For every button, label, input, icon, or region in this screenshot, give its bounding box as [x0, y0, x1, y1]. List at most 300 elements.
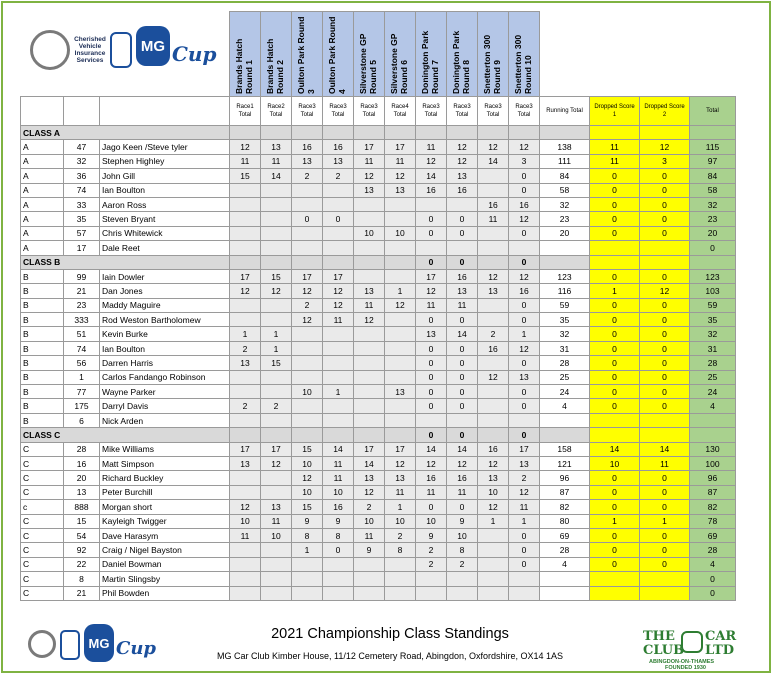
score-cell — [292, 183, 323, 197]
driver-name-cell: Carlos Fandango Robinson — [100, 370, 230, 384]
score-cell: 11 — [416, 298, 447, 312]
score-cell: 12 — [416, 284, 447, 298]
score-cell: 12 — [261, 456, 292, 470]
score-cell — [230, 543, 261, 557]
dropped-score-cell: 0 — [590, 327, 640, 341]
score-cell — [478, 226, 509, 240]
score-cell: 1 — [261, 327, 292, 341]
score-cell — [292, 226, 323, 240]
class-title: CLASS A — [21, 126, 230, 140]
score-cell: 2 — [385, 528, 416, 542]
mg-crest-icon — [110, 32, 132, 68]
score-cell: 12 — [354, 169, 385, 183]
score-cell — [354, 413, 385, 427]
driver-row — [21, 528, 736, 542]
score-cell — [230, 370, 261, 384]
standings-table — [20, 11, 736, 601]
running-total-cell: 84 — [540, 169, 590, 183]
cup-wordmark: Cup — [172, 42, 217, 66]
score-cell — [230, 212, 261, 226]
total-cell: 58 — [690, 183, 736, 197]
class-summary-cell — [292, 126, 323, 140]
total-cell: 32 — [690, 197, 736, 211]
score-cell: 13 — [385, 471, 416, 485]
dropped-score-cell: 0 — [590, 183, 640, 197]
running-total-cell: 20 — [540, 226, 590, 240]
score-cell: 2 — [261, 399, 292, 413]
score-cell: 2 — [478, 327, 509, 341]
total-cell: 23 — [690, 212, 736, 226]
car-club-logo: THE CAR CLUB LTD ABINGDON-ON-THAMES FOUNDED 1930 — [643, 629, 737, 671]
driver-name-cell: Kevin Burke — [100, 327, 230, 341]
score-cell — [416, 241, 447, 255]
score-cell — [261, 298, 292, 312]
score-cell: 13 — [354, 471, 385, 485]
total-cell: 87 — [690, 485, 736, 499]
score-cell: 0 — [509, 385, 540, 399]
class-summary-cell — [261, 255, 292, 269]
total-cell: 31 — [690, 341, 736, 355]
running-total-cell: 28 — [540, 356, 590, 370]
total-cell — [690, 413, 736, 427]
score-cell — [230, 572, 261, 586]
score-cell — [261, 485, 292, 499]
score-cell — [478, 183, 509, 197]
class-cell: A — [21, 197, 64, 211]
running-total-cell: 116 — [540, 284, 590, 298]
score-cell: 11 — [509, 500, 540, 514]
score-cell — [354, 586, 385, 600]
score-cell: 13 — [478, 284, 509, 298]
running-total-cell: 25 — [540, 370, 590, 384]
score-cell: 12 — [447, 456, 478, 470]
score-cell: 12 — [230, 500, 261, 514]
dropped-score-cell: 0 — [590, 543, 640, 557]
round-header — [354, 12, 385, 97]
score-cell: 16 — [509, 284, 540, 298]
score-cell — [230, 485, 261, 499]
score-cell: 11 — [385, 154, 416, 168]
score-cell — [261, 385, 292, 399]
footer-title: 2021 Championship Class Standings — [271, 626, 509, 642]
blank-header-cell — [640, 12, 690, 97]
round-label: Silverstone GP Round 6 — [389, 33, 409, 94]
dropped-score-cell: 0 — [590, 557, 640, 571]
score-cell: 13 — [478, 471, 509, 485]
score-cell — [230, 313, 261, 327]
score-cell: 12 — [509, 485, 540, 499]
driver-row — [21, 485, 736, 499]
score-cell — [509, 241, 540, 255]
dropped-score-cell: 12 — [640, 284, 690, 298]
dropped-score-cell: 0 — [590, 471, 640, 485]
score-cell: 12 — [478, 500, 509, 514]
score-cell — [292, 241, 323, 255]
driver-name-cell: Dave Harasym — [100, 528, 230, 542]
score-cell: 11 — [416, 485, 447, 499]
score-cell — [478, 241, 509, 255]
car-number-cell: 6 — [64, 413, 100, 427]
driver-row — [21, 212, 736, 226]
dropped-score-cell: 0 — [590, 313, 640, 327]
dropped-score-cell — [640, 586, 690, 600]
score-cell: 12 — [509, 341, 540, 355]
score-cell: 12 — [416, 456, 447, 470]
class-cell: C — [21, 456, 64, 470]
running-total-cell — [540, 241, 590, 255]
dropped-score-cell: 0 — [640, 557, 690, 571]
car-number-cell: 74 — [64, 341, 100, 355]
score-cell: 1 — [478, 514, 509, 528]
driver-name-cell: Iain Dowler — [100, 269, 230, 283]
dropped-score-cell: 12 — [640, 140, 690, 154]
score-cell: 12 — [447, 140, 478, 154]
score-cell: 10 — [230, 514, 261, 528]
score-cell — [416, 413, 447, 427]
score-cell: 17 — [354, 140, 385, 154]
subheader-cell: Race1 Total — [230, 97, 261, 126]
score-cell — [261, 197, 292, 211]
dropped-score-cell: 0 — [640, 500, 690, 514]
score-cell — [354, 370, 385, 384]
dropped-score-cell: 14 — [590, 442, 640, 456]
score-cell — [323, 183, 354, 197]
running-total-cell: 87 — [540, 485, 590, 499]
subheader-cell: Race3 Total — [447, 97, 478, 126]
score-cell: 11 — [354, 528, 385, 542]
score-cell: 12 — [385, 456, 416, 470]
running-total-cell: 28 — [540, 543, 590, 557]
score-cell: 12 — [292, 284, 323, 298]
driver-name-cell: Daniel Bowman — [100, 557, 230, 571]
car-number-cell: 21 — [64, 586, 100, 600]
class-cell: B — [21, 341, 64, 355]
running-total-cell — [540, 413, 590, 427]
score-cell: 17 — [416, 269, 447, 283]
score-cell: 16 — [478, 341, 509, 355]
dropped-score-cell: 0 — [590, 341, 640, 355]
score-cell — [292, 370, 323, 384]
total-cell: 82 — [690, 500, 736, 514]
score-cell — [478, 385, 509, 399]
class-summary-cell — [640, 126, 690, 140]
score-cell: 1 — [385, 500, 416, 514]
class-summary-cell — [690, 126, 736, 140]
car-number-cell: 28 — [64, 442, 100, 456]
class-summary-cell — [478, 126, 509, 140]
score-cell — [323, 356, 354, 370]
car-number-cell: 21 — [64, 284, 100, 298]
driver-name-cell: Mike Williams — [100, 442, 230, 456]
score-cell — [230, 197, 261, 211]
driver-row — [21, 543, 736, 557]
score-cell — [447, 241, 478, 255]
round-header — [478, 12, 509, 97]
driver-row — [21, 557, 736, 571]
score-cell: 0 — [416, 385, 447, 399]
car-number-cell: 16 — [64, 456, 100, 470]
score-cell: 10 — [261, 528, 292, 542]
car-number-cell: 22 — [64, 557, 100, 571]
score-cell — [292, 572, 323, 586]
score-cell — [323, 226, 354, 240]
car-number-cell: 77 — [64, 385, 100, 399]
car-number-cell: 47 — [64, 140, 100, 154]
score-cell: 11 — [261, 154, 292, 168]
dropped-score-cell: 0 — [590, 298, 640, 312]
score-cell: 12 — [385, 298, 416, 312]
running-total-cell: 138 — [540, 140, 590, 154]
class-cell: C — [21, 586, 64, 600]
score-cell — [385, 413, 416, 427]
class-cell: C — [21, 572, 64, 586]
score-cell: 2 — [292, 169, 323, 183]
class-summary-cell — [230, 255, 261, 269]
score-cell — [292, 399, 323, 413]
running-total-cell — [540, 572, 590, 586]
score-cell: 0 — [447, 313, 478, 327]
driver-name-cell: Ian Boulton — [100, 341, 230, 355]
score-cell: 13 — [385, 385, 416, 399]
score-cell — [478, 572, 509, 586]
score-cell: 11 — [323, 471, 354, 485]
score-cell: 13 — [354, 284, 385, 298]
driver-row — [21, 500, 736, 514]
score-cell: 15 — [230, 169, 261, 183]
score-cell — [354, 212, 385, 226]
score-cell: 12 — [385, 169, 416, 183]
round-header — [261, 12, 292, 97]
score-cell: 11 — [230, 528, 261, 542]
score-cell — [230, 226, 261, 240]
score-cell: 8 — [385, 543, 416, 557]
class-summary-cell — [590, 126, 640, 140]
score-cell — [354, 197, 385, 211]
score-cell: 1 — [509, 327, 540, 341]
subheader-row — [21, 97, 736, 126]
running-total-cell: 123 — [540, 269, 590, 283]
score-cell — [292, 341, 323, 355]
class-summary-cell — [540, 428, 590, 442]
total-cell: 32 — [690, 327, 736, 341]
footer-mg-logo: MG — [84, 624, 114, 662]
score-cell: 12 — [230, 140, 261, 154]
total-cell: 103 — [690, 284, 736, 298]
score-cell: 10 — [354, 226, 385, 240]
dropped-score-cell: 0 — [640, 197, 690, 211]
score-cell — [230, 385, 261, 399]
driver-name-cell: Kayleigh Twigger — [100, 514, 230, 528]
score-cell: 13 — [261, 140, 292, 154]
score-cell: 17 — [385, 442, 416, 456]
score-cell: 2 — [416, 543, 447, 557]
dropped-score-cell: 14 — [640, 442, 690, 456]
class-title: CLASS C — [21, 428, 230, 442]
dropped-score-cell: 0 — [590, 226, 640, 240]
score-cell — [354, 241, 385, 255]
class-summary-cell: 0 — [509, 428, 540, 442]
running-total-cell: 31 — [540, 341, 590, 355]
score-cell — [261, 586, 292, 600]
class-cell: B — [21, 370, 64, 384]
score-cell — [354, 356, 385, 370]
class-summary-cell — [354, 126, 385, 140]
score-cell: 12 — [261, 284, 292, 298]
driver-name-cell: Morgan short — [100, 500, 230, 514]
round-header — [416, 12, 447, 97]
driver-row — [21, 370, 736, 384]
score-cell — [385, 586, 416, 600]
class-title: CLASS B — [21, 255, 230, 269]
score-cell: 13 — [447, 284, 478, 298]
round-label: Silverstone GP Round 5 — [358, 33, 378, 94]
driver-row — [21, 586, 736, 600]
driver-row — [21, 341, 736, 355]
footer-address: MG Car Club Kimber House, 11/12 Cemetery Road, Abingdon, Oxfordshire, OX14 1AS — [217, 651, 563, 661]
score-cell: 0 — [292, 212, 323, 226]
running-total-cell: 96 — [540, 471, 590, 485]
car-number-cell: 57 — [64, 226, 100, 240]
car-number-cell: 13 — [64, 485, 100, 499]
car-number-cell: 17 — [64, 241, 100, 255]
score-cell — [447, 586, 478, 600]
mg-logo: MG — [136, 26, 170, 66]
total-cell: 20 — [690, 226, 736, 240]
car-club-mg-icon — [681, 631, 703, 653]
score-cell: 2 — [230, 399, 261, 413]
blank-header-cell — [590, 12, 640, 97]
class-summary-cell — [323, 255, 354, 269]
score-cell: 16 — [416, 471, 447, 485]
class-cell: C — [21, 514, 64, 528]
running-total-cell: 111 — [540, 154, 590, 168]
score-cell: 12 — [292, 313, 323, 327]
score-cell: 1 — [385, 284, 416, 298]
dropped-score-cell: 0 — [640, 543, 690, 557]
dropped-score-cell: 1 — [590, 284, 640, 298]
score-cell — [385, 356, 416, 370]
driver-name-cell: Matt Simpson — [100, 456, 230, 470]
dropped-score-cell — [640, 572, 690, 586]
score-cell — [478, 413, 509, 427]
class-summary-cell — [640, 428, 690, 442]
score-cell: 16 — [323, 500, 354, 514]
driver-row — [21, 327, 736, 341]
score-cell: 3 — [509, 154, 540, 168]
driver-row — [21, 514, 736, 528]
running-total-cell: 32 — [540, 327, 590, 341]
class-cell: C — [21, 557, 64, 571]
score-cell: 13 — [385, 183, 416, 197]
score-cell: 11 — [416, 140, 447, 154]
car-number-cell: 888 — [64, 500, 100, 514]
driver-name-cell: Maddy Maguire — [100, 298, 230, 312]
footer-logos — [28, 620, 188, 670]
driver-row — [21, 269, 736, 283]
class-cell: B — [21, 284, 64, 298]
round-header — [509, 12, 540, 97]
score-cell — [354, 399, 385, 413]
dropped-score-cell: 0 — [590, 269, 640, 283]
blank-header-cell — [690, 12, 736, 97]
score-cell: 12 — [478, 370, 509, 384]
score-cell: 2 — [447, 557, 478, 571]
score-cell — [354, 572, 385, 586]
running-total-cell: 24 — [540, 385, 590, 399]
class-summary-cell — [640, 255, 690, 269]
score-cell — [323, 413, 354, 427]
score-cell: 16 — [447, 471, 478, 485]
score-cell — [230, 183, 261, 197]
driver-row — [21, 226, 736, 240]
driver-name-cell: Peter Burchill — [100, 485, 230, 499]
score-cell: 8 — [292, 528, 323, 542]
class-summary-cell — [230, 126, 261, 140]
score-cell: 16 — [478, 197, 509, 211]
round-label: Snetterton 300 Round 9 — [482, 34, 502, 94]
score-cell: 9 — [416, 528, 447, 542]
driver-name-cell: Chris Whitewick — [100, 226, 230, 240]
car-number-cell: 23 — [64, 298, 100, 312]
driver-name-cell: Jago Keen /Steve tyler — [100, 140, 230, 154]
total-cell: 0 — [690, 241, 736, 255]
subheader-cell: Race3 Total — [509, 97, 540, 126]
score-cell — [292, 413, 323, 427]
score-cell — [478, 399, 509, 413]
score-cell: 15 — [292, 500, 323, 514]
score-cell: 0 — [509, 399, 540, 413]
score-cell: 0 — [509, 543, 540, 557]
class-summary-cell — [261, 126, 292, 140]
car-number-cell: 35 — [64, 212, 100, 226]
dropped-score-cell: 0 — [590, 528, 640, 542]
dropped-score-cell: 0 — [640, 399, 690, 413]
score-cell — [478, 528, 509, 542]
score-cell: 16 — [323, 140, 354, 154]
insurer-name: Cherished Vehicle Insurance Services — [74, 36, 106, 64]
running-total-cell — [540, 586, 590, 600]
dropped-score-cell: 0 — [640, 471, 690, 485]
score-cell: 10 — [478, 485, 509, 499]
driver-row — [21, 471, 736, 485]
score-cell — [478, 169, 509, 183]
score-cell — [385, 370, 416, 384]
dropped-score-cell — [590, 586, 640, 600]
dropped-score-cell: 11 — [640, 456, 690, 470]
dropped-score-cell: 0 — [590, 370, 640, 384]
class-cell: B — [21, 356, 64, 370]
score-cell: 10 — [292, 485, 323, 499]
driver-name-cell: Dan Jones — [100, 284, 230, 298]
subheader-cell: Running Total — [540, 97, 590, 126]
score-cell: 14 — [323, 442, 354, 456]
score-cell: 0 — [509, 557, 540, 571]
class-summary-cell: 0 — [416, 428, 447, 442]
class-summary-cell: 0 — [509, 255, 540, 269]
running-total-cell: 35 — [540, 313, 590, 327]
class-cell: A — [21, 183, 64, 197]
score-cell: 12 — [447, 154, 478, 168]
score-cell: 0 — [416, 399, 447, 413]
driver-row — [21, 154, 736, 168]
score-cell — [261, 313, 292, 327]
total-cell: 25 — [690, 370, 736, 384]
score-cell — [385, 341, 416, 355]
score-cell: 0 — [509, 169, 540, 183]
round-header — [323, 12, 354, 97]
score-cell: 12 — [478, 269, 509, 283]
class-header-row — [21, 255, 736, 269]
